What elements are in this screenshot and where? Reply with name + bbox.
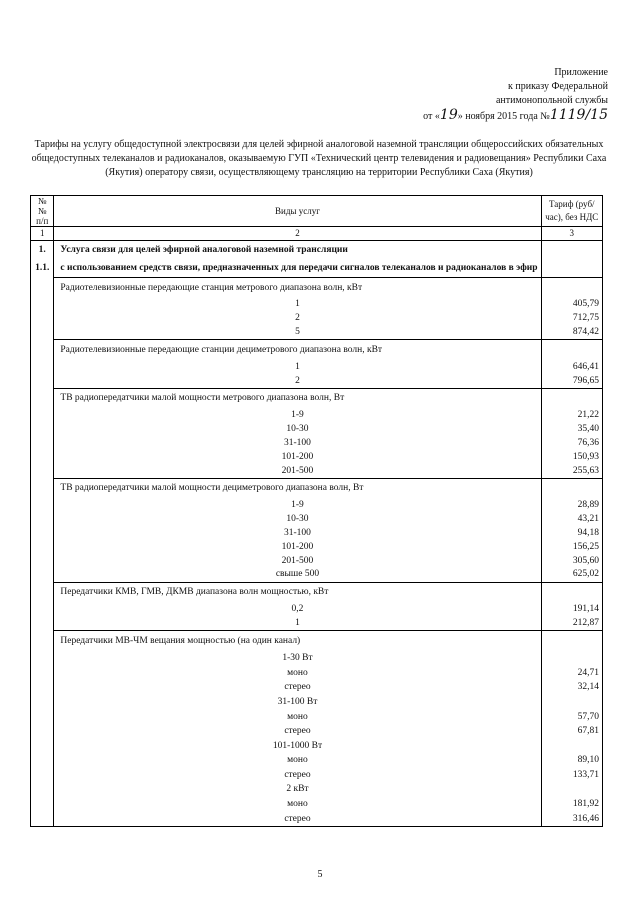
tariff-value: 89,10 bbox=[541, 754, 602, 769]
header-tariff: Тариф (руб/час), без НДС bbox=[541, 196, 602, 227]
tariff-row bbox=[31, 298, 603, 312]
appendix-line: Приложение bbox=[554, 67, 608, 78]
group-row-label: Передатчики КМВ, ГМВ, ДКМВ диапазона волн мощностью, кВт bbox=[54, 582, 541, 603]
tariff-value: 94,18 bbox=[541, 527, 602, 541]
tariff-value: 874,42 bbox=[541, 326, 602, 340]
section-title: с использованием средств связи, предназначенных для передачи сигналов телеканалов и радиоканалов в эфир bbox=[54, 259, 541, 278]
order-reference bbox=[423, 108, 608, 124]
order-day: 19 bbox=[439, 107, 458, 123]
group-row bbox=[31, 478, 603, 499]
tariff-row-label: 0,2 bbox=[54, 603, 541, 617]
section-number: 1.1. bbox=[31, 259, 54, 278]
tariff-row-label: стерео bbox=[54, 681, 541, 696]
appendix-block bbox=[423, 66, 608, 124]
tariff-row bbox=[31, 768, 603, 783]
column-number: 1 bbox=[31, 227, 54, 241]
tariff-value: 24,71 bbox=[541, 666, 602, 681]
tariff-row bbox=[31, 797, 603, 812]
subgroup-row-label: 2 кВт bbox=[54, 783, 541, 798]
tariff-row-label: 1 bbox=[54, 298, 541, 312]
tariff-value: 405,79 bbox=[541, 298, 602, 312]
tariff-row-label: 31-100 bbox=[54, 527, 541, 541]
subgroup-row bbox=[31, 739, 603, 754]
group-row-label: Радиотелевизионные передающие станция метрового диапазона волн, кВт bbox=[54, 278, 541, 299]
tariff-value: 796,65 bbox=[541, 374, 602, 388]
tariff-value: 156,25 bbox=[541, 540, 602, 554]
tariff-row-label: моно bbox=[54, 754, 541, 769]
tariff-value: 305,60 bbox=[541, 554, 602, 568]
tariff-row bbox=[31, 724, 603, 739]
table-header-row bbox=[31, 196, 603, 227]
order-middle: » ноября 2015 года № bbox=[457, 111, 550, 122]
section-row bbox=[31, 259, 603, 278]
appendix-line: к приказу Федеральной bbox=[508, 81, 608, 92]
appendix-line: антимонопольной службы bbox=[495, 95, 608, 106]
tariff-row bbox=[31, 499, 603, 513]
tariff-row-label: 10-30 bbox=[54, 423, 541, 437]
group-row bbox=[31, 631, 603, 652]
tariff-value: 212,87 bbox=[541, 617, 602, 631]
group-row-label: Радиотелевизионные передающие станции дециметрового диапазона волн, кВт bbox=[54, 340, 541, 361]
group-row-label: ТВ радиопередатчики малой мощности метрового диапазона волн, Вт bbox=[54, 388, 541, 409]
tariff-row bbox=[31, 312, 603, 326]
tariff-value: 32,14 bbox=[541, 681, 602, 696]
subgroup-row-label: 101-1000 Вт bbox=[54, 739, 541, 754]
tariff-row-label: моно bbox=[54, 797, 541, 812]
tariff-row-label: 201-500 bbox=[54, 464, 541, 478]
group-row-label: Передатчики МВ-ЧМ вещания мощностью (на один канал) bbox=[54, 631, 541, 652]
tariff-value: 712,75 bbox=[541, 312, 602, 326]
tariff-row-label: 5 bbox=[54, 326, 541, 340]
tariff-row bbox=[31, 326, 603, 340]
tariff-row bbox=[31, 812, 603, 827]
tariff-row bbox=[31, 540, 603, 554]
tariff-value: 646,41 bbox=[541, 360, 602, 374]
group-row bbox=[31, 340, 603, 361]
tariff-row-label: 101-200 bbox=[54, 540, 541, 554]
tariff-row-label: 31-100 bbox=[54, 437, 541, 451]
tariff-value: 181,92 bbox=[541, 797, 602, 812]
group-row bbox=[31, 582, 603, 603]
tariff-row-label: 201-500 bbox=[54, 554, 541, 568]
tariff-row bbox=[31, 437, 603, 451]
tariff-row-label: 10-30 bbox=[54, 513, 541, 527]
tariff-value: 316,46 bbox=[541, 812, 602, 827]
group-row bbox=[31, 388, 603, 409]
tariff-value: 150,93 bbox=[541, 450, 602, 464]
group-row-label: ТВ радиопередатчики малой мощности дециметрового диапазона волн, Вт bbox=[54, 478, 541, 499]
section-title: Услуга связи для целей эфирной аналоговой наземной трансляции bbox=[54, 241, 541, 260]
tariff-row bbox=[31, 710, 603, 725]
tariff-row bbox=[31, 527, 603, 541]
subgroup-row bbox=[31, 783, 603, 798]
tariff-row-label: 2 bbox=[54, 374, 541, 388]
section-row bbox=[31, 241, 603, 260]
tariff-value: 625,02 bbox=[541, 568, 602, 582]
tariff-row-label: 1 bbox=[54, 360, 541, 374]
tariff-row bbox=[31, 360, 603, 374]
subgroup-row bbox=[31, 695, 603, 710]
group-row bbox=[31, 278, 603, 299]
order-prefix: от « bbox=[423, 111, 440, 122]
header-service: Виды услуг bbox=[54, 196, 541, 227]
section-number: 1. bbox=[31, 241, 54, 260]
column-number: 3 bbox=[541, 227, 602, 241]
tariff-value: 28,89 bbox=[541, 499, 602, 513]
tariff-row-label: стерео bbox=[54, 724, 541, 739]
tariff-row-label: моно bbox=[54, 666, 541, 681]
tariff-row bbox=[31, 568, 603, 582]
tariff-row-label: 1-9 bbox=[54, 409, 541, 423]
tariff-row bbox=[31, 681, 603, 696]
tariff-value: 57,70 bbox=[541, 710, 602, 725]
tariff-row-label: 1-9 bbox=[54, 499, 541, 513]
tariff-row-label: стерео bbox=[54, 812, 541, 827]
tariff-row bbox=[31, 617, 603, 631]
tariff-row bbox=[31, 513, 603, 527]
tariff-value: 255,63 bbox=[541, 464, 602, 478]
tariff-row-label: 101-200 bbox=[54, 450, 541, 464]
tariff-row bbox=[31, 423, 603, 437]
tariff-row-label: свыше 500 bbox=[54, 568, 541, 582]
subgroup-row-label: 1-30 Вт bbox=[54, 651, 541, 666]
tariff-value: 35,40 bbox=[541, 423, 602, 437]
order-number: 1119/15 bbox=[549, 107, 608, 123]
tariff-value: 76,36 bbox=[541, 437, 602, 451]
subgroup-row bbox=[31, 651, 603, 666]
tariff-value: 67,81 bbox=[541, 724, 602, 739]
page-number: 5 bbox=[317, 869, 323, 880]
tariff-value: 21,22 bbox=[541, 409, 602, 423]
tariff-row bbox=[31, 450, 603, 464]
tariff-row bbox=[31, 464, 603, 478]
tariff-value: 191,14 bbox=[541, 603, 602, 617]
tariff-row-label: 2 bbox=[54, 312, 541, 326]
tariff-value: 133,71 bbox=[541, 768, 602, 783]
column-number-row bbox=[31, 227, 603, 241]
tariff-row-label: стерео bbox=[54, 768, 541, 783]
header-num: №№ п/п bbox=[31, 196, 54, 227]
subgroup-row-label: 31-100 Вт bbox=[54, 695, 541, 710]
document-title: Тарифы на услугу общедоступной электросвязи для целей эфирной аналоговой наземной трансляции общероссийских обязательных общедоступных телеканалов и радиоканалов, оказываемую ГУП «Технический центр телевидения и радиовещания» Республики Саха (Якутия) оператору связи, осуществляющему трансляцию на территории Республики Саха (Якутия) bbox=[31, 139, 607, 178]
tariff-row bbox=[31, 603, 603, 617]
column-number: 2 bbox=[54, 227, 541, 241]
tariff-row bbox=[31, 754, 603, 769]
tariff-row bbox=[31, 409, 603, 423]
tariff-row bbox=[31, 666, 603, 681]
tariff-row-label: 1 bbox=[54, 617, 541, 631]
tariff-row bbox=[31, 554, 603, 568]
tariff-value: 43,21 bbox=[541, 513, 602, 527]
tariff-row-label: моно bbox=[54, 710, 541, 725]
tariff-row bbox=[31, 374, 603, 388]
tariff-table bbox=[30, 195, 603, 827]
